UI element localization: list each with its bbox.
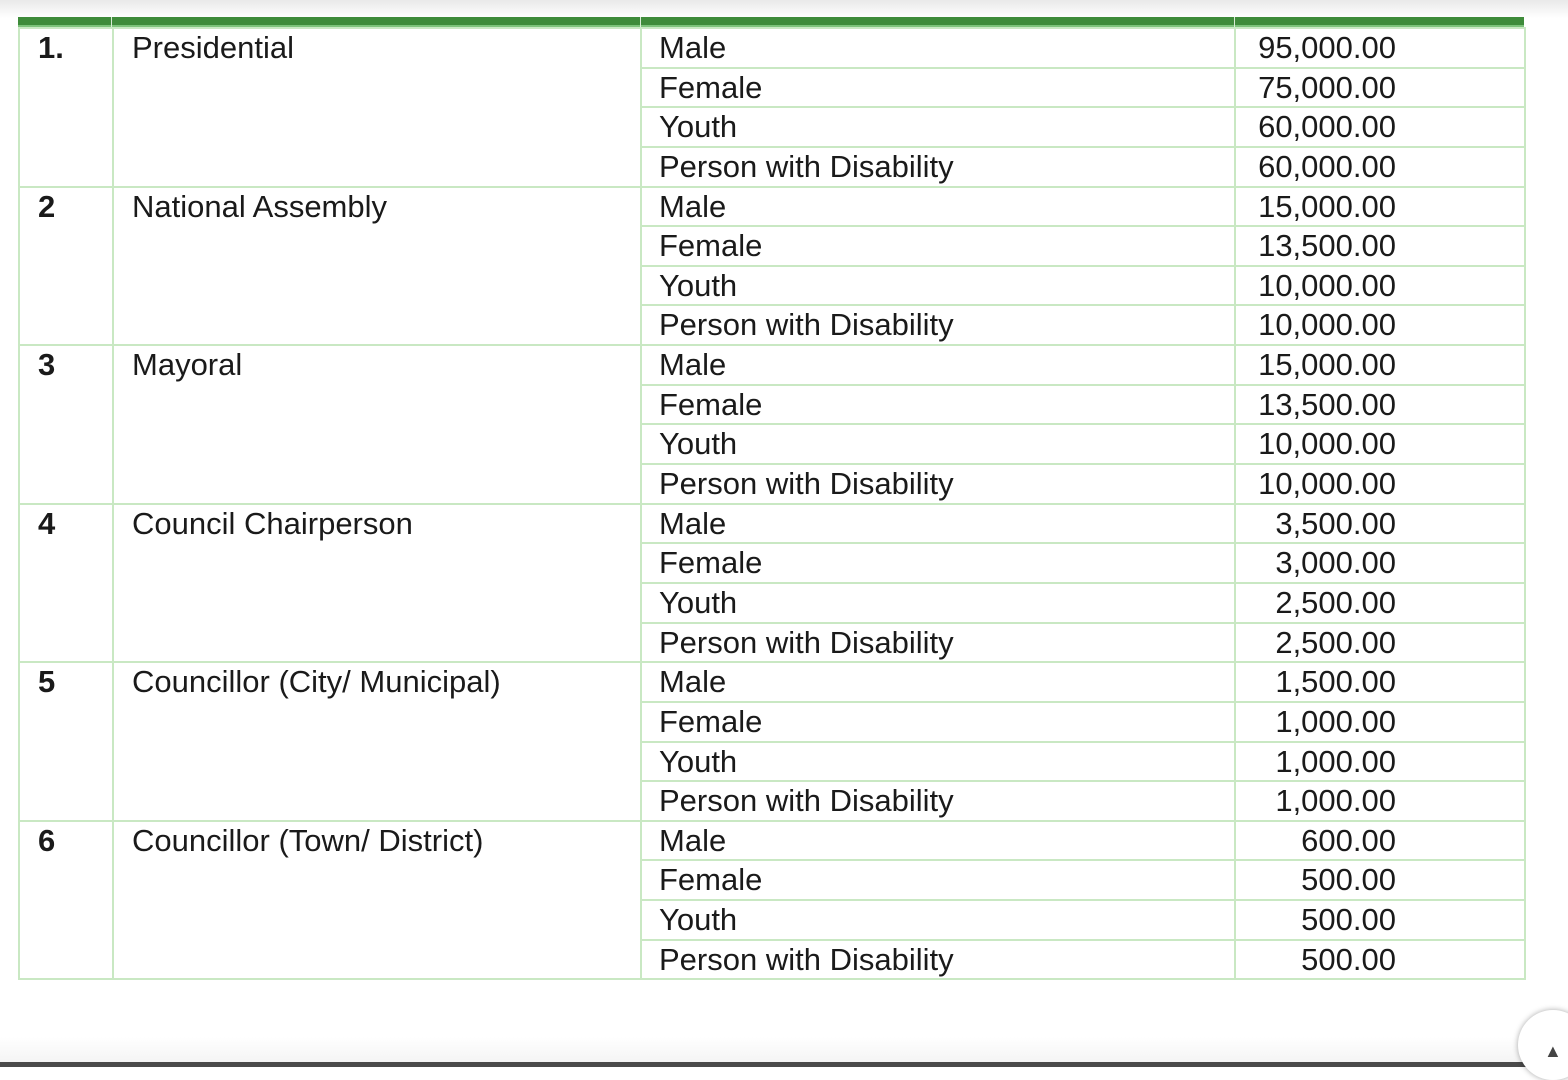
fee-amount: 15,000.00 xyxy=(1235,187,1525,227)
fee-amount: 13,500.00 xyxy=(1235,385,1525,425)
candidate-category: Male xyxy=(641,662,1235,702)
candidate-category: Person with Disability xyxy=(641,781,1235,821)
fee-amount: 60,000.00 xyxy=(1235,107,1525,147)
row-number: 2 xyxy=(19,187,113,346)
candidate-category: Male xyxy=(641,28,1235,68)
fee-amount: 500.00 xyxy=(1235,940,1525,980)
fee-amount: 3,500.00 xyxy=(1235,504,1525,544)
fee-amount: 10,000.00 xyxy=(1235,266,1525,306)
fee-amount: 1,000.00 xyxy=(1235,781,1525,821)
candidate-category: Male xyxy=(641,187,1235,227)
table-row xyxy=(19,28,1525,68)
fee-amount: 13,500.00 xyxy=(1235,226,1525,266)
candidate-category: Female xyxy=(641,860,1235,900)
header-divider xyxy=(111,17,112,27)
fee-amount: 1,000.00 xyxy=(1235,702,1525,742)
candidate-category: Person with Disability xyxy=(641,305,1235,345)
position-name: Councillor (Town/ District) xyxy=(113,821,641,980)
fee-amount: 500.00 xyxy=(1235,860,1525,900)
candidate-category: Youth xyxy=(641,266,1235,306)
position-name: Councillor (City/ Municipal) xyxy=(113,662,641,821)
candidate-category: Person with Disability xyxy=(641,147,1235,187)
fee-amount: 75,000.00 xyxy=(1235,68,1525,108)
position-name: National Assembly xyxy=(113,187,641,346)
scroll-to-top-button[interactable] xyxy=(1518,1010,1568,1080)
table-row xyxy=(19,504,1525,544)
header-divider xyxy=(1234,17,1235,27)
position-name: Mayoral xyxy=(113,345,641,504)
table-row xyxy=(19,345,1525,385)
row-number: 1. xyxy=(19,28,113,187)
bottom-edge xyxy=(0,1062,1568,1067)
table-header-bar xyxy=(18,17,1524,27)
fee-amount: 3,000.00 xyxy=(1235,543,1525,583)
fees-table-body xyxy=(19,28,1525,979)
fee-amount: 2,500.00 xyxy=(1235,583,1525,623)
fee-amount: 500.00 xyxy=(1235,900,1525,940)
candidate-category: Youth xyxy=(641,742,1235,782)
row-number: 6 xyxy=(19,821,113,980)
fee-amount: 1,000.00 xyxy=(1235,742,1525,782)
nomination-fees-table xyxy=(18,27,1526,980)
row-number: 3 xyxy=(19,345,113,504)
fee-amount: 1,500.00 xyxy=(1235,662,1525,702)
fee-amount: 600.00 xyxy=(1235,821,1525,861)
table-row xyxy=(19,662,1525,702)
position-name: Presidential xyxy=(113,28,641,187)
candidate-category: Male xyxy=(641,345,1235,385)
page-top-edge xyxy=(0,0,1568,18)
row-number: 4 xyxy=(19,504,113,663)
fee-amount: 15,000.00 xyxy=(1235,345,1525,385)
candidate-category: Female xyxy=(641,226,1235,266)
candidate-category: Male xyxy=(641,821,1235,861)
fee-amount: 2,500.00 xyxy=(1235,623,1525,663)
fee-amount: 10,000.00 xyxy=(1235,464,1525,504)
candidate-category: Youth xyxy=(641,900,1235,940)
row-number: 5 xyxy=(19,662,113,821)
candidate-category: Female xyxy=(641,68,1235,108)
candidate-category: Youth xyxy=(641,424,1235,464)
fee-amount: 95,000.00 xyxy=(1235,28,1525,68)
fee-amount: 60,000.00 xyxy=(1235,147,1525,187)
candidate-category: Female xyxy=(641,543,1235,583)
candidate-category: Female xyxy=(641,702,1235,742)
candidate-category: Person with Disability xyxy=(641,464,1235,504)
candidate-category: Female xyxy=(641,385,1235,425)
candidate-category: Youth xyxy=(641,107,1235,147)
table-row xyxy=(19,821,1525,861)
position-name: Council Chairperson xyxy=(113,504,641,663)
candidate-category: Person with Disability xyxy=(641,940,1235,980)
table-row xyxy=(19,187,1525,227)
candidate-category: Youth xyxy=(641,583,1235,623)
fee-amount: 10,000.00 xyxy=(1235,305,1525,345)
header-divider xyxy=(640,17,641,27)
fee-amount: 10,000.00 xyxy=(1235,424,1525,464)
candidate-category: Person with Disability xyxy=(641,623,1235,663)
candidate-category: Male xyxy=(641,504,1235,544)
chevron-up-icon: ▲ xyxy=(1544,1041,1562,1061)
